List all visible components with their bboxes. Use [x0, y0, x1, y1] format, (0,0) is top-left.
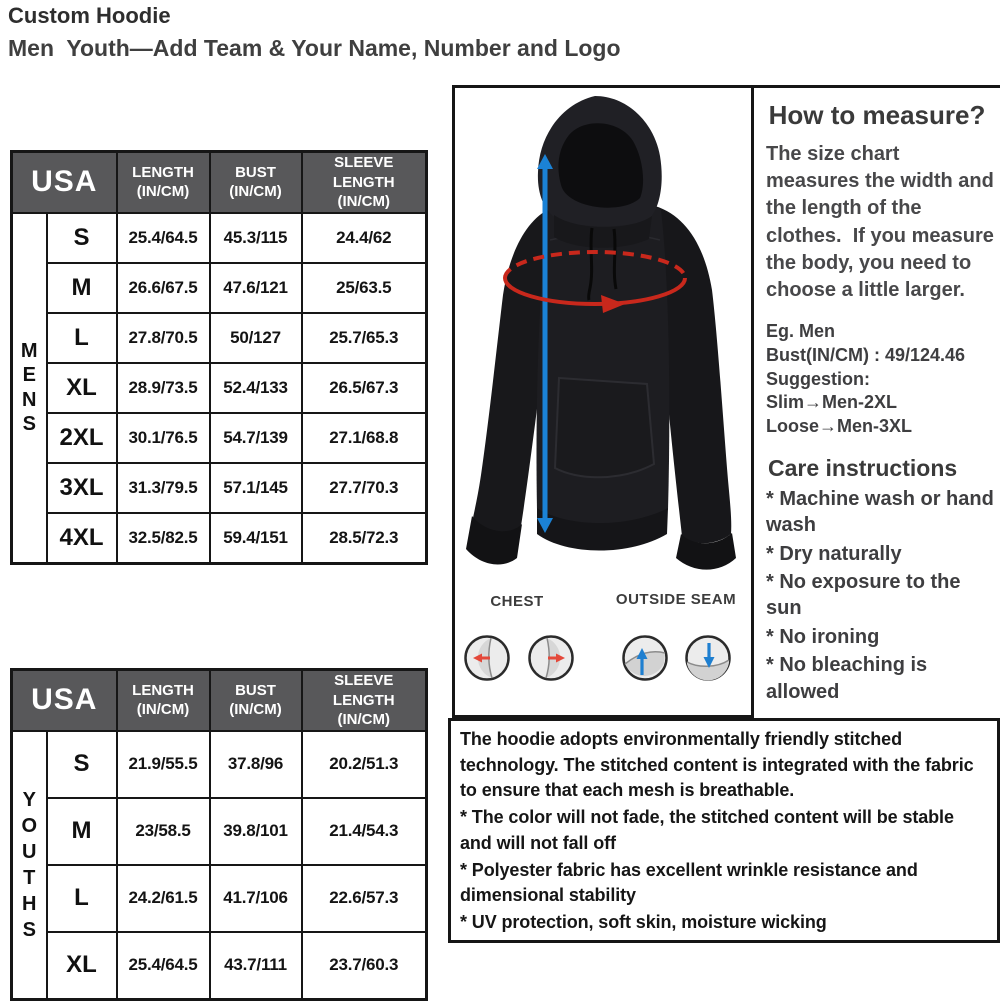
youths-size-table: [10, 668, 428, 1001]
bust-cell: 43.7/111: [210, 932, 302, 1000]
hoodie-product-image: [455, 90, 751, 588]
length-cell: 23/58.5: [117, 798, 210, 865]
bust-cell: 41.7/106: [210, 865, 302, 932]
page-subtitle: Men Youth—Add Team & Your Name, Number and Logo: [8, 35, 621, 61]
hoodie-garment: [466, 96, 736, 570]
description-line: The hoodie adopts environmentally friendly stitched technology. The stitched content is integrated with the fabric to ensure that each mesh is breathable.: [460, 729, 974, 801]
bust-cell: 59.4/151: [210, 513, 302, 564]
col-label: SLEEVE LENGTH: [332, 672, 395, 709]
sleeve-header-cell: [302, 152, 427, 213]
size-cell: L: [47, 865, 117, 932]
sleeve-header-cell: [302, 670, 427, 731]
bust-header-cell: [210, 670, 302, 731]
fabric-arrow-left-icon: [463, 634, 511, 682]
sleeve-cell: 22.6/57.3: [302, 865, 427, 932]
length-cell: 21.9/55.5: [117, 731, 210, 798]
example-line: Slim→Men-2XL: [766, 392, 898, 413]
description-line: * Polyester fabric has excellent wrinkle resistance and dimensional stability: [460, 859, 918, 906]
size-cell: M: [47, 798, 117, 865]
sleeve-cell: 28.5/72.3: [302, 513, 427, 564]
sleeve-cell: 25/63.5: [302, 263, 427, 313]
col-unit: (IN/CM): [337, 711, 390, 728]
example-line: Bust(IN/CM) : 49/124.46: [766, 344, 966, 365]
mens-group-label: MENS: [12, 213, 47, 564]
mens-size-table: [10, 150, 428, 565]
example-line: Suggestion:: [766, 368, 870, 389]
length-cell: 32.5/82.5: [117, 513, 210, 564]
size-cell: M: [47, 263, 117, 313]
col-unit: (IN/CM): [229, 183, 282, 201]
care-instructions-heading: Care instructions: [768, 454, 958, 481]
usa-header-cell: USA: [12, 670, 117, 731]
care-item: * No bleaching is allowed: [766, 654, 928, 703]
length-cell: 28.9/73.5: [117, 363, 210, 413]
fabric-arrow-right-icon: [527, 634, 575, 682]
size-cell: S: [47, 731, 117, 798]
bust-header-cell: [210, 152, 302, 213]
table-row: [12, 463, 427, 513]
col-label: LENGTH: [132, 163, 194, 181]
size-cell: 4XL: [47, 513, 117, 564]
how-to-measure-heading: How to measure?: [768, 100, 986, 130]
care-item: * Machine wash or hand wash: [766, 487, 994, 537]
col-unit: (IN/CM): [337, 193, 390, 210]
sleeve-cell: 23.7/60.3: [302, 932, 427, 1000]
col-label: SLEEVE LENGTH: [332, 154, 395, 191]
size-cell: 2XL: [47, 413, 117, 463]
description-line: * UV protection, soft skin, moisture wicking: [460, 912, 827, 933]
length-cell: 30.1/76.5: [117, 413, 210, 463]
table-row: [12, 513, 427, 564]
care-item: * No ironing: [766, 625, 880, 648]
length-header-cell: [117, 152, 210, 213]
sleeve-cell: 20.2/51.3: [302, 731, 427, 798]
table-row: [12, 263, 427, 313]
sleeve-cell: 26.5/67.3: [302, 363, 427, 413]
size-cell: S: [47, 213, 117, 263]
sleeve-cell: 25.7/65.3: [302, 313, 427, 363]
length-cell: 31.3/79.5: [117, 463, 210, 513]
mens-table-header-row: [12, 152, 427, 213]
table-row: [12, 313, 427, 363]
outside-seam-label: OUTSIDE SEAM: [615, 591, 737, 608]
care-instructions-list: [766, 486, 996, 705]
length-cell: 25.4/64.5: [117, 213, 210, 263]
size-cell: XL: [47, 363, 117, 413]
length-cell: 25.4/64.5: [117, 932, 210, 1000]
page-title: Custom Hoodie: [8, 3, 171, 28]
bust-cell: 52.4/133: [210, 363, 302, 413]
table-row: [12, 731, 427, 798]
sizing-example-block: [766, 320, 1000, 439]
bust-cell: 45.3/115: [210, 213, 302, 263]
col-unit: (IN/CM): [136, 701, 190, 719]
fabric-arrow-down-icon: [684, 634, 732, 682]
length-header-cell: [117, 670, 210, 731]
table-row: [12, 798, 427, 865]
size-cell: L: [47, 313, 117, 363]
table-row: [12, 865, 427, 932]
sleeve-cell: 27.7/70.3: [302, 463, 427, 513]
sleeve-cell: 21.4/54.3: [302, 798, 427, 865]
bust-cell: 39.8/101: [210, 798, 302, 865]
usa-header-cell: USA: [12, 152, 117, 213]
length-cell: 26.6/67.5: [117, 263, 210, 313]
col-unit: (IN/CM): [136, 183, 190, 201]
col-unit: (IN/CM): [229, 701, 282, 719]
size-cell: XL: [47, 932, 117, 1000]
table-row: [12, 413, 427, 463]
example-line: Eg. Men: [766, 321, 836, 342]
size-cell: 3XL: [47, 463, 117, 513]
hoodie-panel: [452, 85, 754, 718]
bust-cell: 57.1/145: [210, 463, 302, 513]
description-line: * The color will not fade, the stitched content will be stable and will not fall off: [460, 807, 954, 853]
length-cell: 27.8/70.5: [117, 313, 210, 363]
table-row: [12, 213, 427, 263]
sleeve-cell: 27.1/68.8: [302, 413, 427, 463]
youths-group-label: YOUTHS: [12, 731, 47, 1000]
length-cell: 24.2/61.5: [117, 865, 210, 932]
sleeve-cell: 24.4/62: [302, 213, 427, 263]
youths-table-header-row: [12, 670, 427, 731]
measure-instructions-panel: [754, 85, 1000, 721]
care-item: * Dry naturally: [766, 542, 902, 565]
table-row: [12, 363, 427, 413]
col-label: BUST: [235, 163, 276, 181]
example-line: Loose→Men-3XL: [766, 416, 913, 437]
how-to-measure-text: The size chart measures the width and the length of the clothes. If you measure the body, you need to choose a little larger.: [766, 143, 1000, 301]
col-label: BUST: [235, 681, 276, 699]
bust-cell: 54.7/139: [210, 413, 302, 463]
table-row: [12, 932, 427, 1000]
col-label: LENGTH: [132, 681, 194, 699]
chest-label: CHEST: [490, 593, 544, 610]
bust-cell: 47.6/121: [210, 263, 302, 313]
fabric-arrow-up-icon: [621, 634, 669, 682]
product-description-box: [448, 718, 1000, 943]
bust-cell: 37.8/96: [210, 731, 302, 798]
care-item: * No exposure to the sun: [766, 571, 961, 620]
bust-cell: 50/127: [210, 313, 302, 363]
